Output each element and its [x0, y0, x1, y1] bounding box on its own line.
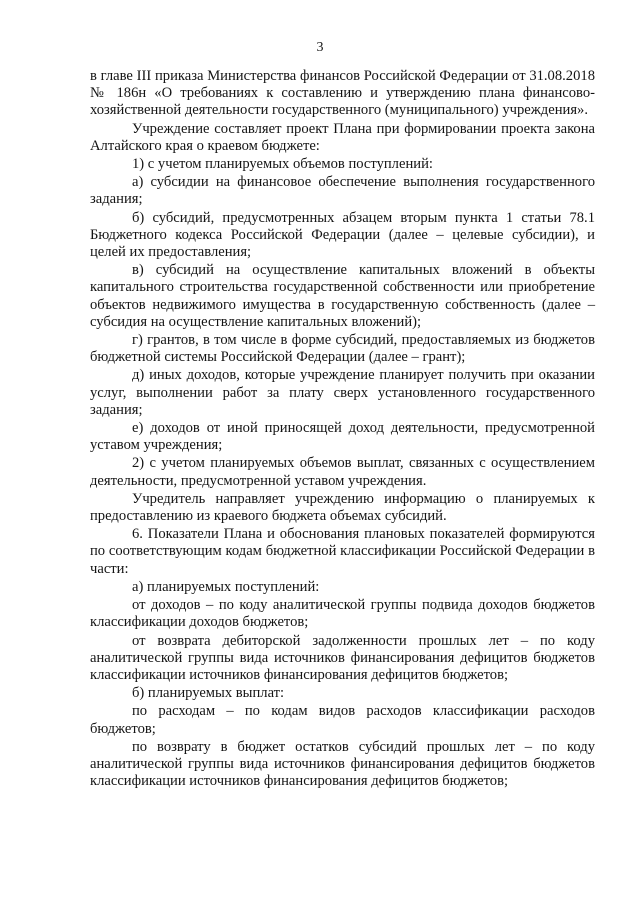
paragraph-by-expenses: по расходам – по кодам видов расходов классификации расходов бюджетов; [90, 703, 595, 737]
document-body [90, 68, 595, 791]
paragraph-item-2-payments: 2) с учетом планируемых объемов выплат, связанных с осуществлением деятельности, предусмотренной уставом учреждения. [90, 455, 595, 489]
paragraph-section-6: 6. Показатели Плана и обоснования плановых показателей формируются по соответствующим кодам бюджетной классификации Российской Федерации в части: [90, 526, 595, 577]
paragraph-subsidy-refund: по возврату в бюджет остатков субсидий прошлых лет – по коду аналитической группы вида источников финансирования дефицитов бюджетов классификации источников финансирования дефицитов бюджетов; [90, 738, 595, 790]
page-number: 3 [316, 40, 324, 55]
paragraph-subitem-v: в) субсидий на осуществление капитальных вложений в объекты капитального строительства государственной собственности или приобретение объектов недвижимого имущества в государственную собственность (далее – субсидия на осуществление капитальных вложений); [90, 262, 595, 330]
paragraph-founder-info: Учредитель направляет учреждению информацию о планируемых к предоставлению из краевого бюджета объемах субсидий. [90, 490, 595, 525]
paragraph-subitem-d: д) иных доходов, которые учреждение планирует получить при оказании услуг, выполнении работ за плату сверх установленного государственного задания; [90, 367, 595, 418]
paragraph-subitem-e: е) доходов от иной приносящей доход деятельности, предусмотренной уставом учреждения; [90, 420, 595, 454]
paragraph-subitem-b: б) субсидий, предусмотренных абзацем вторым пункта 1 статьи 78.1 Бюджетного кодекса Российской Федерации (далее – целевые субсидии), и целей их предоставления; [90, 209, 595, 261]
paragraph-subitem-a: а) субсидии на финансовое обеспечение выполнения государственного задания; [90, 174, 595, 208]
paragraph-plan-drafting: Учреждение составляет проект Плана при формировании проекта закона Алтайского края о краевом бюджете: [90, 120, 595, 154]
paragraph-planned-receipts: а) планируемых поступлений: [132, 578, 320, 595]
paragraph-order-reference: в главе III приказа Министерства финансов Российской Федерации от 31.08.2018 № 186н «О требованиях к составлению и утверждению плана финансово-хозяйственной деятельности государственного (муниципального) учреждения». [90, 68, 595, 119]
paragraph-subitem-g: г) грантов, в том числе в форме субсидий, предоставляемых из бюджетов бюджетной системы Российской Федерации (далее – грант); [90, 332, 595, 366]
paragraph-receivables-return: от возврата дебиторской задолженности прошлых лет – по коду аналитической группы вида источников финансирования дефицитов бюджетов классификации источников финансирования дефицитов бюджетов; [90, 632, 595, 683]
paragraph-from-income: от доходов – по коду аналитической группы подвида доходов бюджетов классификации доходов бюджетов; [90, 597, 595, 631]
paragraph-item-1-receipts: 1) с учетом планируемых объемов поступлений: [132, 156, 433, 173]
paragraph-planned-payments: б) планируемых выплат: [132, 685, 285, 702]
